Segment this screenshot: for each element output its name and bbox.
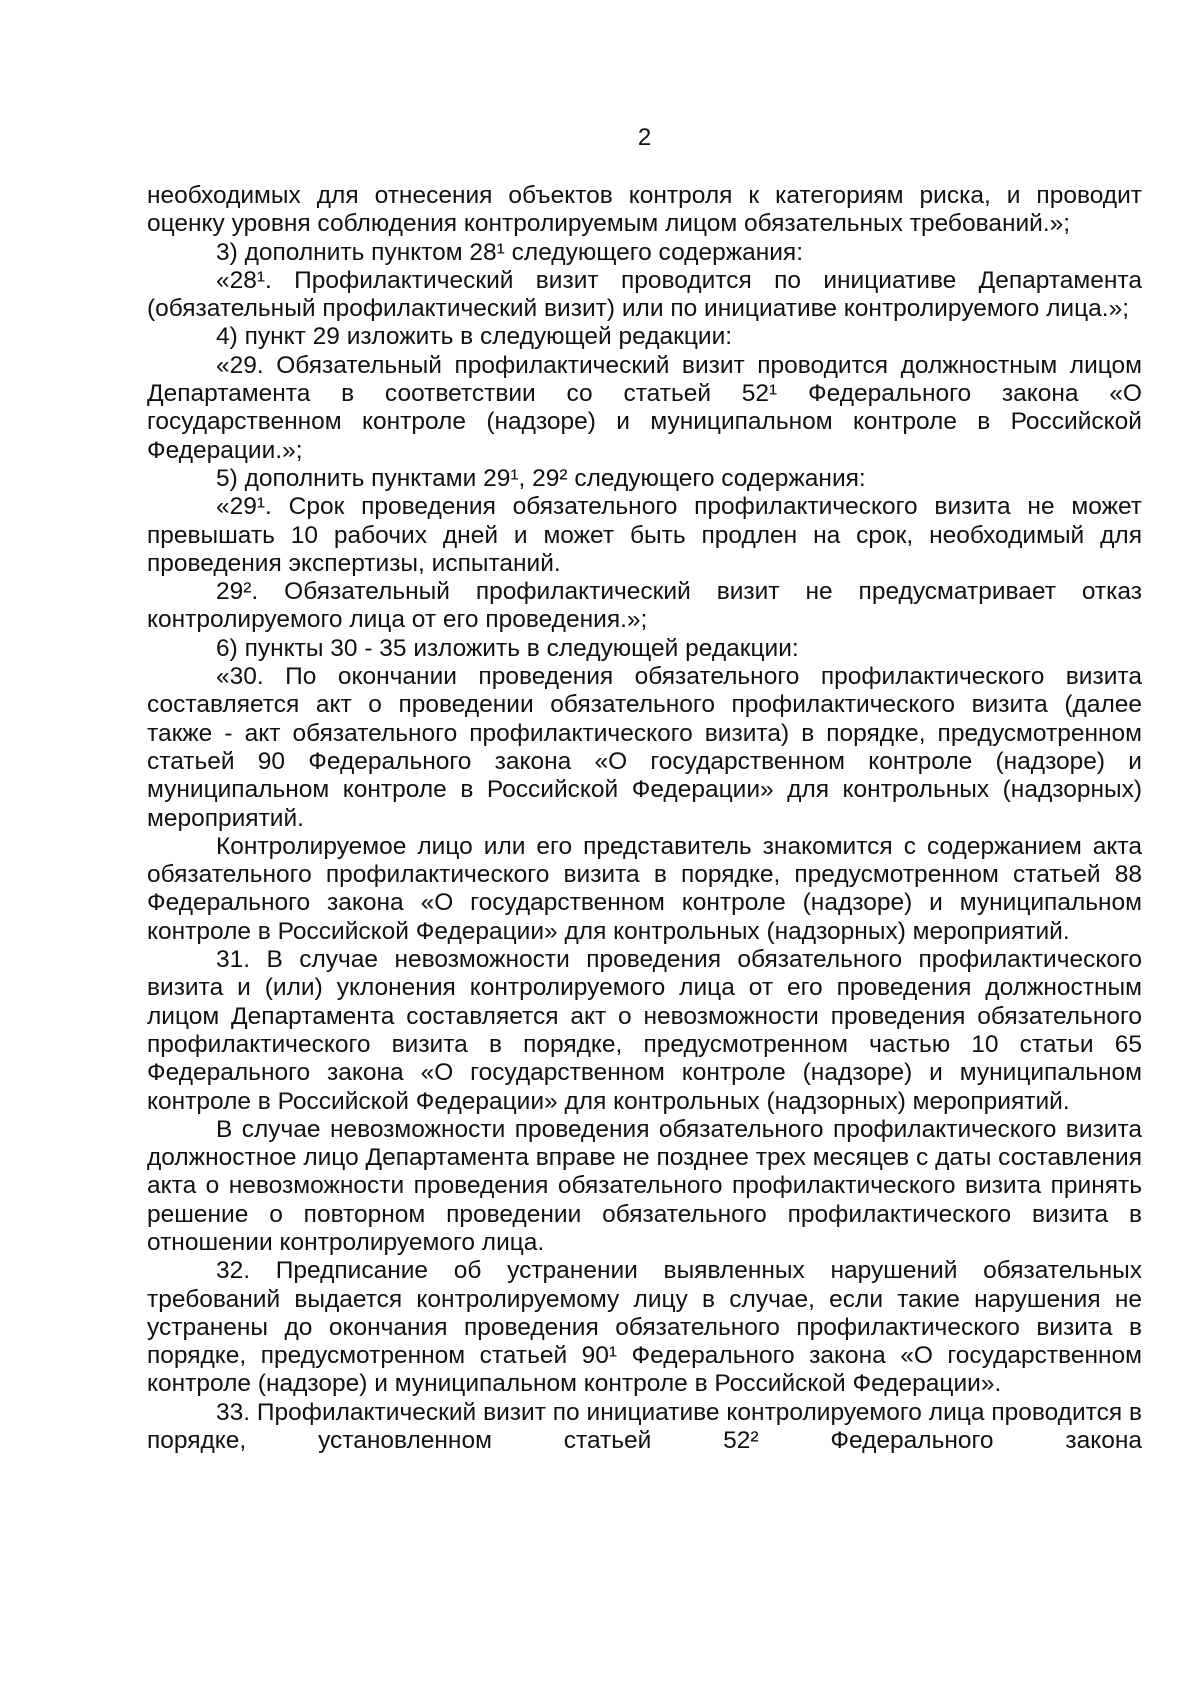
paragraph-clause-29-2: 29². Обязательный профилактический визит не предусматривает отказ контролируемого лица от его проведения.»; [147, 578, 1142, 634]
paragraph-clause-32: 32. Предписание об устранении выявленных нарушений обязательных требований выдается контролируемому лицу в случае, если такие нарушения не устранены до окончания проведения обязательного профилактического визита в порядке, предусмотренном статьей 90¹ Федерального закона «О государственном контроле (надзоре) и муниципальном контроле в Российской Федерации». [147, 1257, 1142, 1398]
paragraph-item-4: 4) пункт 29 изложить в следующей редакции: [216, 323, 733, 351]
paragraph-clause-29-1: «29¹. Срок проведения обязательного профилактического визита не может превышать 10 рабочих дней и может быть продлен на срок, необходимый для проведения экспертизы, испытаний. [147, 493, 1142, 577]
page-number: 2 [637, 124, 652, 151]
paragraph-item-6: 6) пункты 30 - 35 изложить в следующей редакции: [216, 634, 799, 662]
paragraph-item-5: 5) дополнить пунктами 29¹, 29² следующего содержания: [216, 464, 866, 492]
paragraph-clause-33: 33. Профилактический визит по инициативе контролируемого лица проводится в порядке, установленном статьей 52² Федерального закона [147, 1398, 1142, 1455]
paragraph-clause-31: 31. В случае невозможности проведения обязательного профилактического визита и (или) уклонения контролируемого лица от его проведения должностным лицом Департамента составляется акт о невозможности проведения обязательного профилактического визита в порядке, предусмотренном частью 10 статьи 65 Федерального закона «О государственном контроле (надзоре) и муниципальном контроле в Российской Федерации» для контрольных (надзорных) мероприятий. [147, 946, 1142, 1115]
paragraph-clause-29: «29. Обязательный профилактический визит проводится должностным лицом Департамента в соответствии со статьей 52¹ Федерального закона «О государственном контроле (надзоре) и муниципальном контроле в Российской Федерации.»; [147, 351, 1142, 464]
paragraph-clause-30-continued: Контролируемое лицо или его представитель знакомится с содержанием акта обязательного профилактического визита в порядке, предусмотренном статьей 88 Федерального закона «О государственном контроле (надзоре) и муниципальном контроле в Российской Федерации» для контрольных (надзорных) мероприятий. [147, 832, 1142, 945]
paragraph-continuation: необходимых для отнесения объектов контроля к категориям риска, и проводит оценку уровня соблюдения контролируемым лицом обязательных требований.»; [147, 182, 1142, 238]
paragraph-clause-31-continued: В случае невозможности проведения обязательного профилактического визита должностное лицо Департамента вправе не позднее трех месяцев с даты составления акта о невозможности проведения обязательного профилактического визита принять решение о повторном проведении обязательного профилактического визита в отношении контролируемого лица. [147, 1115, 1142, 1256]
paragraph-clause-28-1: «28¹. Профилактический визит проводится по инициативе Департамента (обязательный профилактический визит) или по инициативе контролируемого лица.»; [147, 266, 1142, 323]
paragraph-clause-30: «30. По окончании проведения обязательного профилактического визита составляется акт о проведении обязательного профилактического визита (далее также - акт обязательного профилактического визита) в порядке, предусмотренном статьей 90 Федерального закона «О государственном контроле (надзоре) и муниципальном контроле в Российской Федерации» для контрольных (надзорных) мероприятий. [147, 663, 1142, 832]
paragraph-item-3: 3) дополнить пунктом 28¹ следующего содержания: [216, 238, 804, 266]
document-body [147, 182, 1142, 1455]
